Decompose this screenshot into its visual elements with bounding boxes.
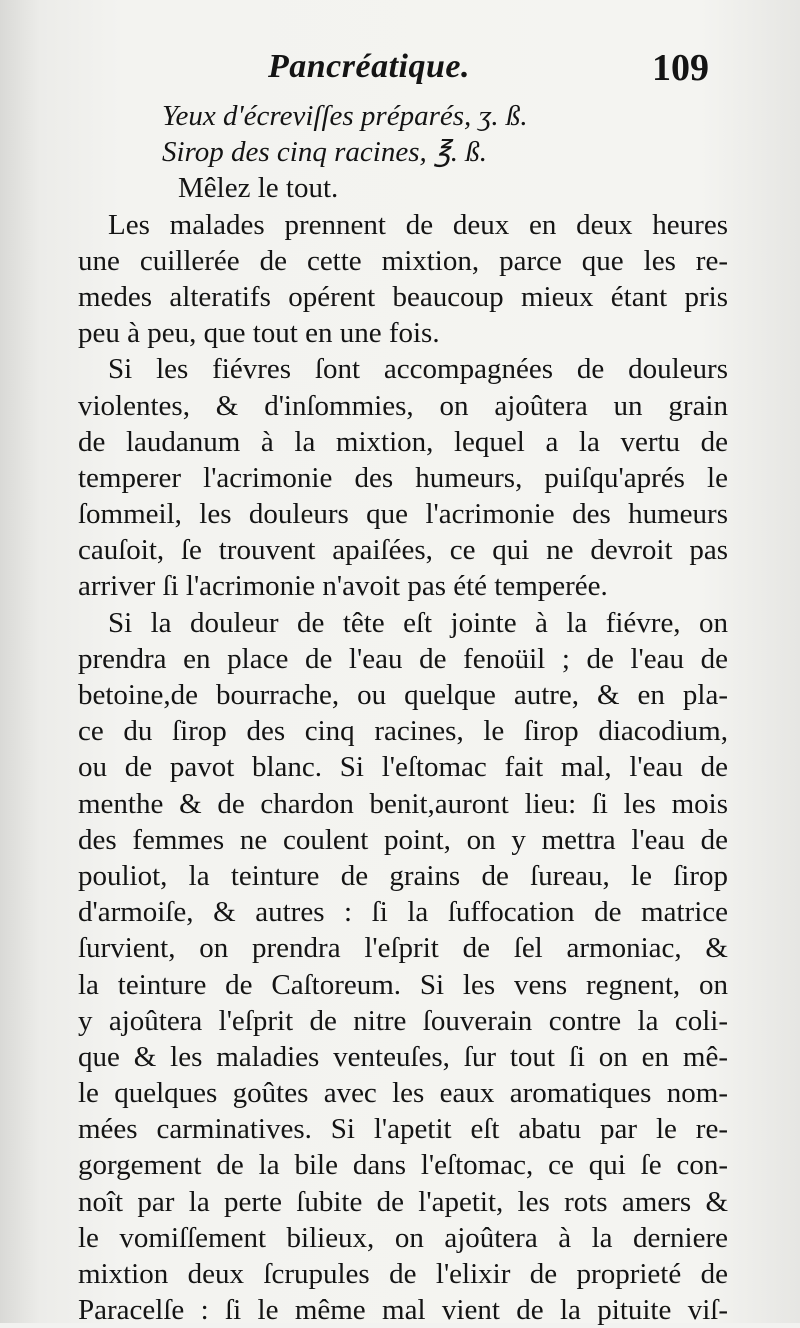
text-line: ſommeil, les douleurs que l'acrimonie des humeurs: [78, 498, 728, 531]
text-line: noît par la perte ſubite de l'apetit, les rots amers &: [78, 1185, 728, 1218]
text-line: prendra en place de l'eau de fenoüil ; de l'eau de: [78, 642, 728, 675]
recipe-line: Sirop des cinq racines, ℥. ß.: [162, 136, 487, 169]
text-line: une cuillerée de cette mixtion, parce que les re-: [78, 244, 728, 277]
text-line: ce du ſirop des cinq racines, le ſirop diacodium,: [78, 715, 728, 748]
recipe-line: Yeux d'écreviſſes préparés, ʒ. ß.: [162, 100, 528, 132]
text-line: betoine,de bourrache, ou quelque autre, & en pla-: [78, 679, 728, 711]
text-line: violentes, & d'inſommies, on ajoûtera un grain: [78, 389, 728, 422]
text-line: menthe & de chardon benit,auront lieu: ſi les mois: [78, 787, 728, 820]
text-line: gorgement de la bile dans l'eſtomac, ce qui ſe con-: [78, 1149, 728, 1182]
text-line: temperer l'acrimonie des humeurs, puiſqu'aprés le: [78, 461, 728, 494]
running-title: Pancréatique.: [268, 48, 470, 85]
text-line: arriver ſi l'acrimonie n'avoit pas été temperée.: [78, 570, 608, 603]
text-line: que & les maladies venteuſes, ſur tout ſi on en mê-: [78, 1040, 728, 1073]
text-line: ſurvient, on prendra l'eſprit de ſel armoniac, &: [78, 932, 728, 965]
text-line: Paracelſe : ſi le même mal vient de la pituite viſ-: [78, 1294, 728, 1327]
text-line: des femmes ne coulent point, on y mettra l'eau de: [78, 823, 728, 856]
text-line: cauſoit, ſe trouvent apaiſées, ce qui ne devroit pas: [78, 534, 728, 567]
text-line: medes alteratifs opérent beaucoup mieux étant pris: [78, 280, 728, 313]
text-line: Si la douleur de tête eſt jointe à la fiévre, on: [108, 606, 728, 639]
recipe-line: Mêlez le tout.: [178, 172, 339, 205]
page-number: 109: [652, 47, 709, 89]
text-line: mixtion deux ſcrupules de l'elixir de proprieté de: [78, 1258, 728, 1290]
text-line: de laudanum à la mixtion, lequel a la vertu de: [78, 425, 728, 458]
text-line: la teinture de Caſtoreum. Si les vens regnent, on: [78, 968, 728, 1001]
text-line: pouliot, la teinture de grains de ſureau, le ſirop: [78, 859, 728, 892]
text-line: Les malades prennent de deux en deux heures: [108, 208, 728, 241]
text-line: le vomiſſement bilieux, on ajoûtera à la derniere: [78, 1221, 728, 1254]
text-line: le quelques goûtes avec les eaux aromatiques nom-: [78, 1077, 728, 1110]
page-body: [78, 98, 728, 1328]
text-line: d'armoiſe, & autres : ſi la ſuffocation de matrice: [78, 896, 728, 929]
text-line: peu à peu, que tout en une fois.: [78, 317, 440, 350]
page-header: [0, 48, 800, 98]
text-line: mées carminatives. Si l'apetit eſt abatu par le re-: [78, 1113, 728, 1146]
text-line: y ajoûtera l'eſprit de nitre ſouverain contre la coli-: [78, 1004, 728, 1037]
text-line: Si les fiévres ſont accompagnées de douleurs: [108, 353, 728, 386]
text-line: ou de pavot blanc. Si l'eſtomac fait mal, l'eau de: [78, 751, 728, 784]
